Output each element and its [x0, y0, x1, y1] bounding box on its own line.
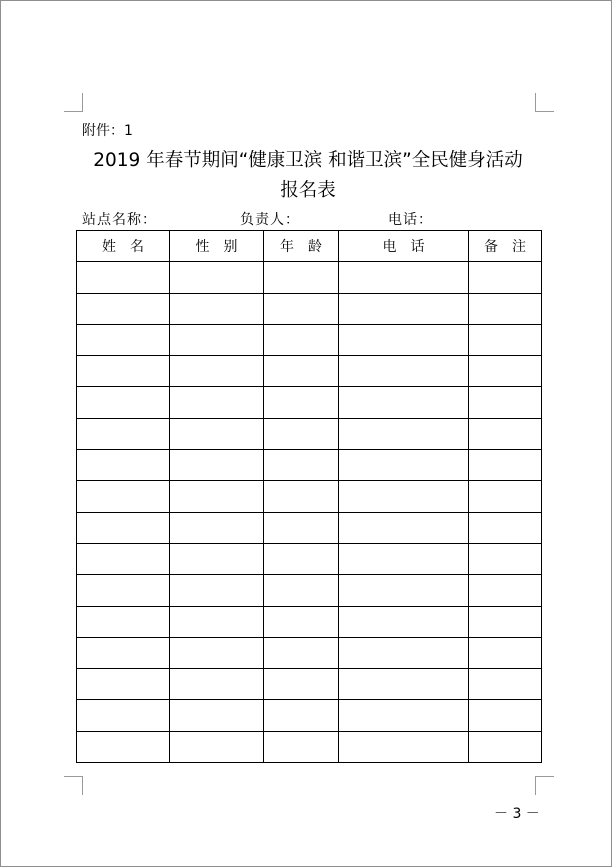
table-cell[interactable] [77, 481, 170, 512]
table-cell[interactable] [469, 731, 542, 762]
table-cell[interactable] [469, 700, 542, 731]
table-cell[interactable] [339, 731, 469, 762]
table-row [77, 731, 542, 762]
table-cell[interactable] [170, 512, 264, 543]
table-cell[interactable] [339, 387, 469, 418]
table-cell[interactable] [339, 293, 469, 324]
table-cell[interactable] [469, 669, 542, 700]
table-cell[interactable] [339, 575, 469, 606]
table-cell[interactable] [77, 293, 170, 324]
table-cell[interactable] [339, 606, 469, 637]
column-header-name: 姓 名 [77, 231, 170, 262]
table-cell[interactable] [264, 356, 339, 387]
table-cell[interactable] [170, 637, 264, 668]
table-cell[interactable] [264, 637, 339, 668]
table-cell[interactable] [77, 450, 170, 481]
table-cell[interactable] [469, 324, 542, 355]
table-cell[interactable] [469, 575, 542, 606]
table-cell[interactable] [469, 512, 542, 543]
table-cell[interactable] [264, 512, 339, 543]
page-title-line-2: 报名表 [280, 180, 336, 201]
table-row [77, 450, 542, 481]
table-cell[interactable] [469, 262, 542, 293]
table-cell[interactable] [469, 356, 542, 387]
table-cell[interactable] [170, 543, 264, 574]
table-cell[interactable] [170, 387, 264, 418]
table-cell[interactable] [264, 481, 339, 512]
crop-mark-top-right [535, 93, 554, 112]
table-cell[interactable] [264, 669, 339, 700]
table-cell[interactable] [170, 418, 264, 449]
table-cell[interactable] [77, 512, 170, 543]
table-cell[interactable] [264, 731, 339, 762]
table-row [77, 481, 542, 512]
table-cell[interactable] [77, 637, 170, 668]
table-cell[interactable] [264, 324, 339, 355]
table-cell[interactable] [339, 418, 469, 449]
table-cell[interactable] [77, 418, 170, 449]
column-header-gender: 性 别 [170, 231, 264, 262]
table-cell[interactable] [264, 450, 339, 481]
table-row [77, 293, 542, 324]
table-row [77, 262, 542, 293]
crop-mark-bottom-left [64, 776, 83, 795]
table-cell[interactable] [170, 450, 264, 481]
table-body [77, 262, 542, 763]
table-cell[interactable] [77, 606, 170, 637]
table-cell[interactable] [469, 481, 542, 512]
table-cell[interactable] [469, 418, 542, 449]
table-header-row [77, 231, 542, 262]
table-cell[interactable] [469, 387, 542, 418]
table-cell[interactable] [170, 669, 264, 700]
crop-mark-top-left [64, 93, 83, 112]
table-cell[interactable] [339, 543, 469, 574]
table-cell[interactable] [469, 293, 542, 324]
table-cell[interactable] [77, 262, 170, 293]
table-cell[interactable] [170, 262, 264, 293]
table-cell[interactable] [469, 606, 542, 637]
table-cell[interactable] [77, 700, 170, 731]
table-cell[interactable] [339, 262, 469, 293]
table-cell[interactable] [170, 731, 264, 762]
table-row [77, 418, 542, 449]
table-cell[interactable] [77, 575, 170, 606]
table-cell[interactable] [264, 262, 339, 293]
column-header-notes: 备 注 [469, 231, 542, 262]
table-row [77, 324, 542, 355]
table-cell[interactable] [77, 387, 170, 418]
table-cell[interactable] [264, 700, 339, 731]
table-cell[interactable] [264, 387, 339, 418]
attachment-label: 附件：1 [82, 123, 133, 139]
table-cell[interactable] [170, 606, 264, 637]
table-cell[interactable] [77, 324, 170, 355]
table-cell[interactable] [339, 700, 469, 731]
page-title-line-1: 2019 年春节期间“健康卫滨 和谐卫滨”全民健身活动 [93, 150, 523, 171]
table-cell[interactable] [339, 669, 469, 700]
table-row [77, 543, 542, 574]
table-cell[interactable] [339, 637, 469, 668]
phone-label: 电话： [388, 212, 433, 228]
table-cell[interactable] [170, 700, 264, 731]
table-cell[interactable] [170, 324, 264, 355]
table-cell[interactable] [264, 606, 339, 637]
table-cell[interactable] [339, 512, 469, 543]
table-cell[interactable] [469, 637, 542, 668]
table-cell[interactable] [170, 575, 264, 606]
column-header-phone: 电 话 [339, 231, 469, 262]
table-cell[interactable] [264, 575, 339, 606]
table-cell[interactable] [170, 293, 264, 324]
table-cell[interactable] [339, 356, 469, 387]
registration-table [76, 230, 542, 763]
station-name-label: 站点名称： [82, 212, 157, 228]
table-row [77, 356, 542, 387]
table-row [77, 512, 542, 543]
table-cell[interactable] [264, 293, 339, 324]
table-cell[interactable] [170, 356, 264, 387]
table-cell[interactable] [264, 418, 339, 449]
table-cell[interactable] [339, 324, 469, 355]
table-row [77, 387, 542, 418]
table-cell[interactable] [77, 669, 170, 700]
table-row [77, 575, 542, 606]
table-cell[interactable] [264, 543, 339, 574]
table-cell[interactable] [339, 481, 469, 512]
table-row [77, 637, 542, 668]
table-cell[interactable] [77, 356, 170, 387]
person-in-charge-label: 负责人： [240, 212, 300, 228]
table-cell[interactable] [339, 450, 469, 481]
page-number: － 3 － [494, 806, 540, 822]
table-cell[interactable] [77, 731, 170, 762]
table-row [77, 606, 542, 637]
column-header-age: 年 龄 [264, 231, 339, 262]
table-cell[interactable] [77, 543, 170, 574]
table-cell[interactable] [469, 450, 542, 481]
table-cell[interactable] [469, 543, 542, 574]
crop-mark-bottom-right [535, 776, 554, 795]
table-row [77, 700, 542, 731]
table-cell[interactable] [170, 481, 264, 512]
table-row [77, 669, 542, 700]
